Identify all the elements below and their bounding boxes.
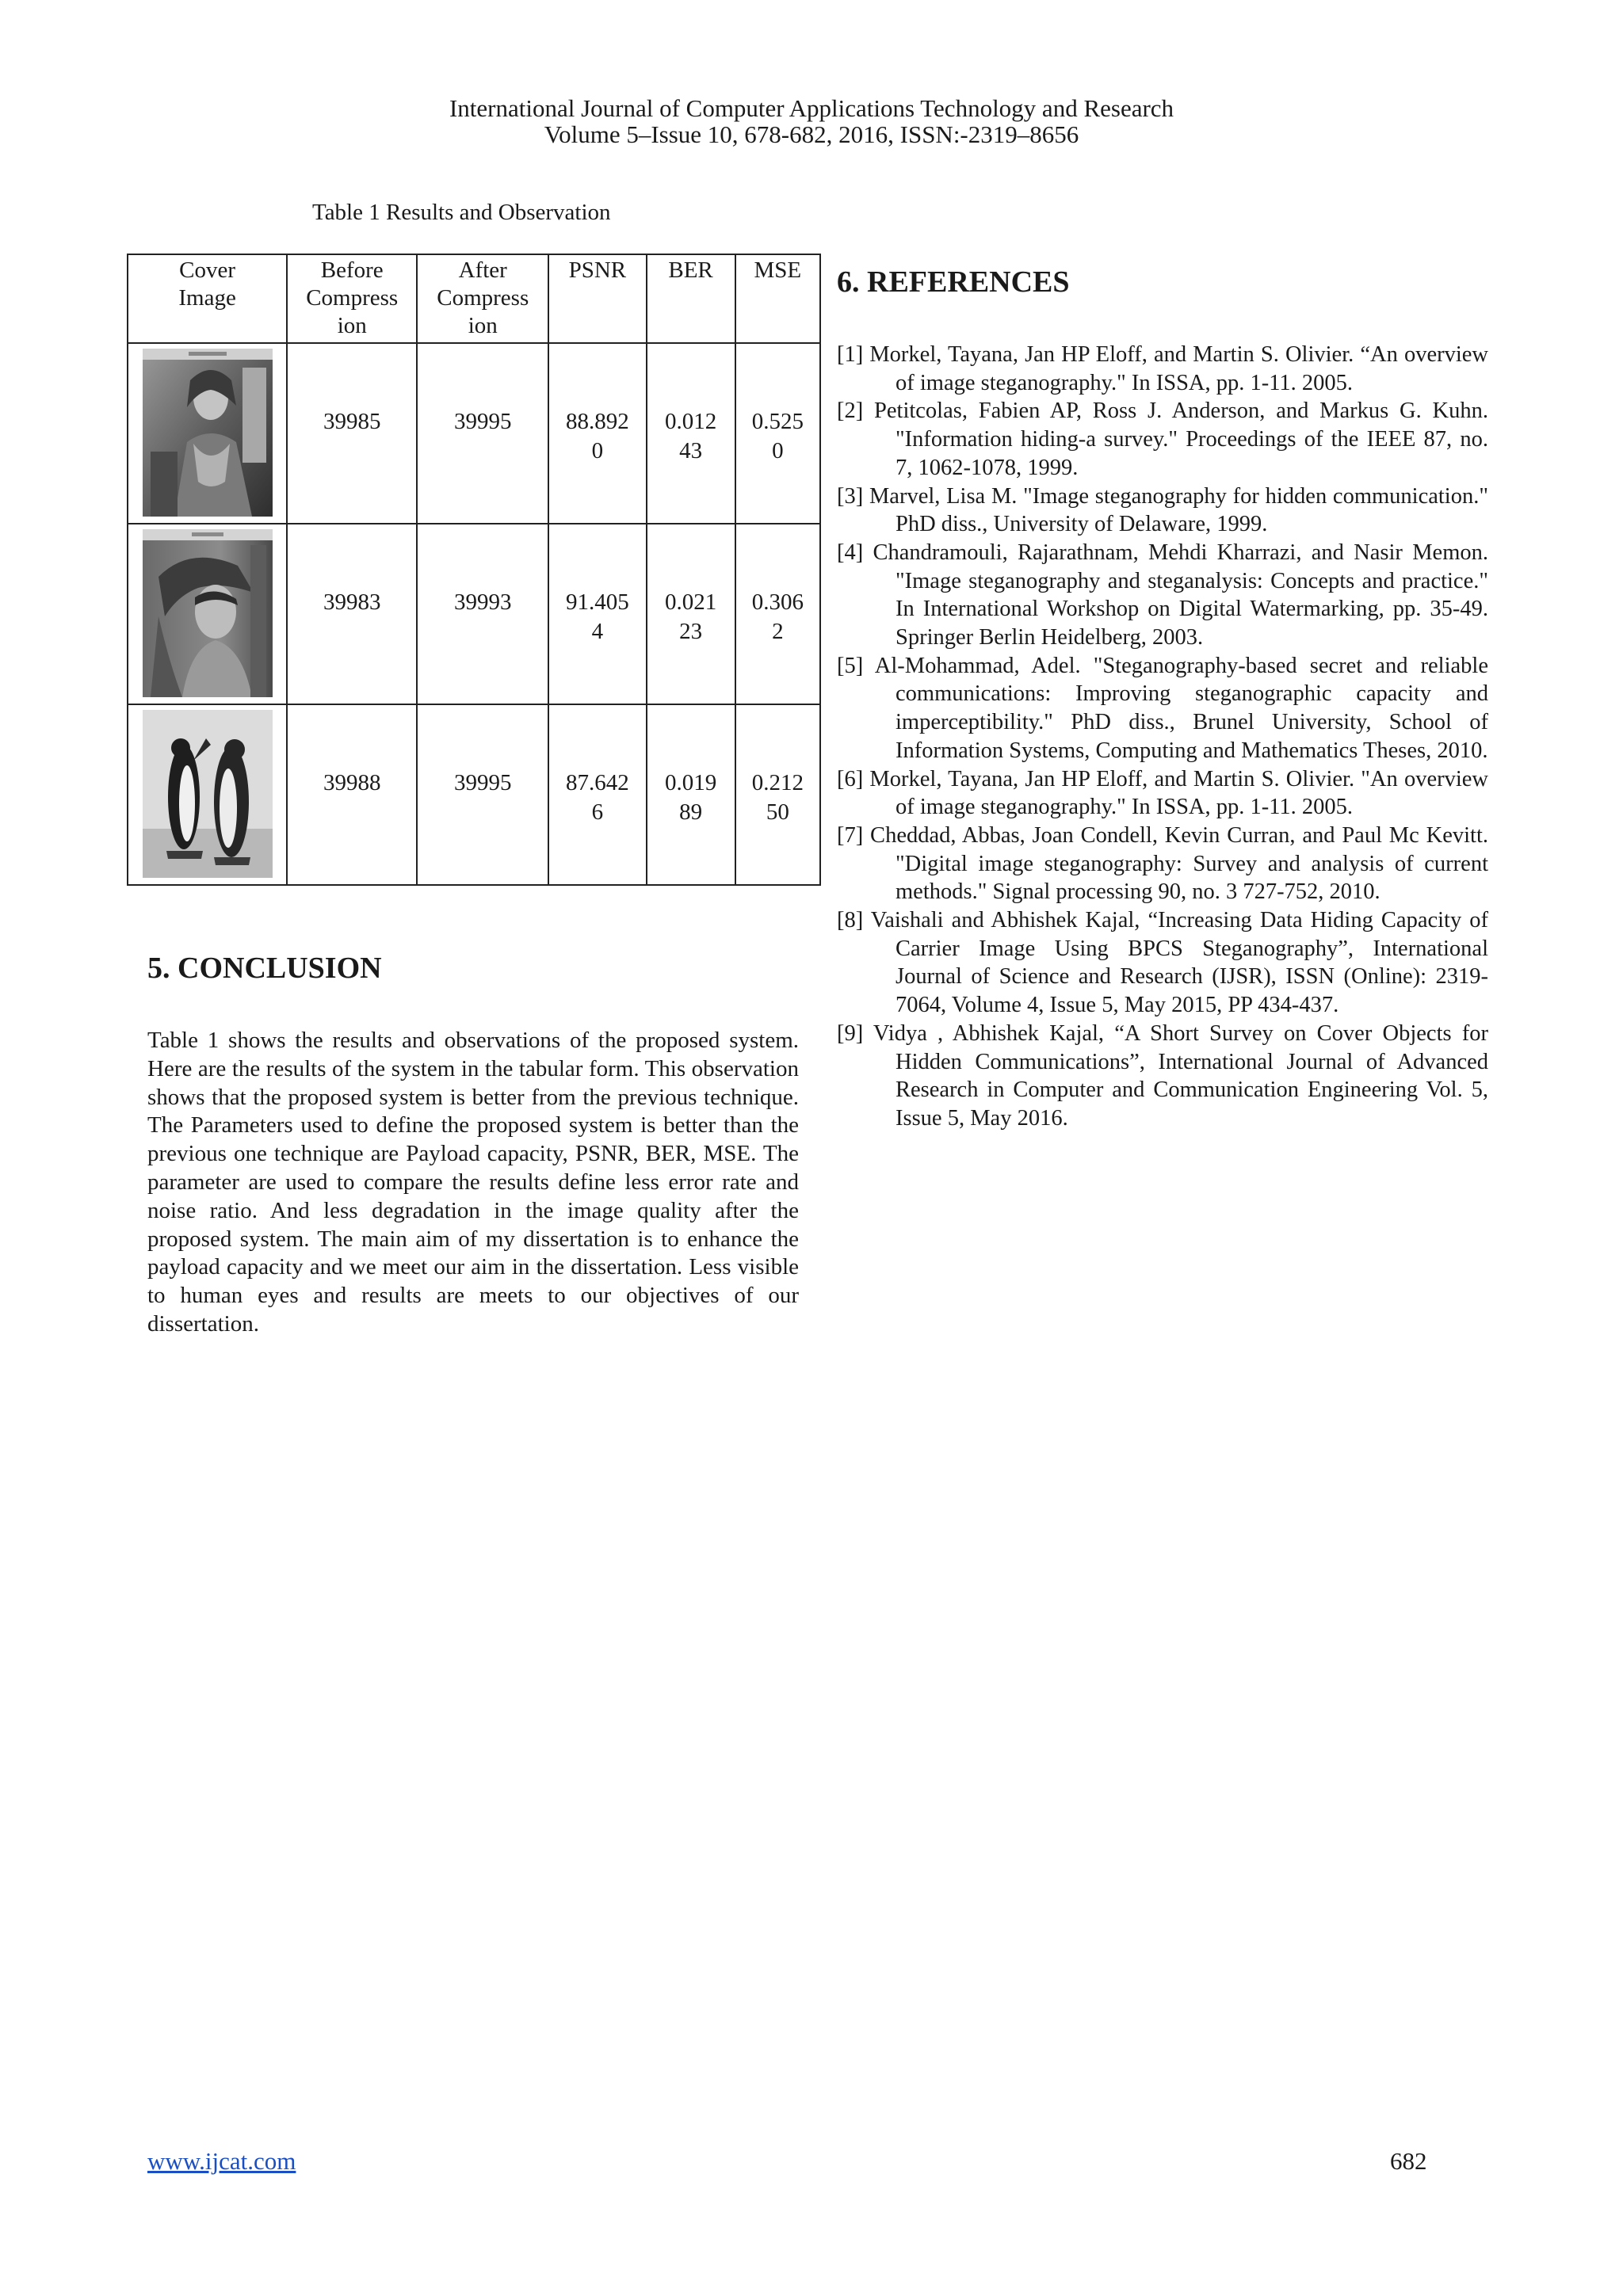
- journal-website-link[interactable]: www.ijcat.com: [147, 2147, 296, 2175]
- reference-item: [4] Chandramouli, Rajarathnam, Mehdi Kharrazi, and Nasir Memon. "Image steganography and steganalysis: Concepts and practice." In International Workshop on Digital Watermarking, pp. 35-49. Springer Berlin Heidelberg, 2003.: [837, 540, 1488, 650]
- ber-value: 0.012 43: [647, 343, 735, 524]
- before-compression-value: 39988: [287, 704, 417, 885]
- table-row: [128, 704, 820, 885]
- lena-thumbnail: [143, 529, 273, 697]
- references-heading: 6. REFERENCES: [837, 265, 1070, 299]
- cover-image-cell: [128, 524, 287, 704]
- reference-item: [1] Morkel, Tayana, Jan HP Eloff, and Martin S. Olivier. “An overview of image steganography." In ISSA, pp. 1-11. 2005.: [837, 342, 1488, 395]
- header-mse: MSE: [735, 254, 820, 343]
- reference-item: [7] Cheddad, Abbas, Joan Condell, Kevin Curran, and Paul Mc Kevitt. "Digital image steganography: Survey and analysis of current methods." Signal processing 90, no. 3 727-752, 2010.: [837, 822, 1488, 905]
- header-cover-image: Cover Image: [128, 254, 287, 343]
- mse-value: 0.212 50: [735, 704, 820, 885]
- before-compression-value: 39985: [287, 343, 417, 524]
- psnr-value: 91.405 4: [548, 524, 646, 704]
- references-list: [837, 341, 1488, 1133]
- after-compression-value: 39995: [417, 704, 548, 885]
- mse-value: 0.306 2: [735, 524, 820, 704]
- after-compression-value: 39993: [417, 524, 548, 704]
- cover-image-cell: [128, 704, 287, 885]
- reference-item: [2] Petitcolas, Fabien AP, Ross J. Anderson, and Markus G. Kuhn. "Information hiding-a survey." Proceedings of the IEEE 87, no. 7, 1062-1078, 1999.: [837, 399, 1488, 480]
- table-row: [128, 343, 820, 524]
- woman-portrait-thumbnail: [143, 349, 273, 517]
- running-header: [0, 95, 1623, 147]
- table-header-row: [128, 254, 820, 343]
- after-compression-value: 39995: [417, 343, 548, 524]
- reference-item: [6] Morkel, Tayana, Jan HP Eloff, and Martin S. Olivier. "An overview of image steganography." In ISSA, pp. 1-11. 2005.: [837, 766, 1488, 820]
- reference-item: [3] Marvel, Lisa M. "Image steganography for hidden communication." PhD diss., University of Delaware, 1999.: [837, 483, 1488, 537]
- before-compression-value: 39983: [287, 524, 417, 704]
- penguins-thumbnail: [143, 710, 273, 878]
- table-caption: Table 1 Results and Observation: [312, 200, 611, 225]
- conclusion-heading: 5. CONCLUSION: [147, 952, 382, 985]
- conclusion-paragraph: Table 1 shows the results and observations of the proposed system. Here are the results of the system in the tabular form. This observation shows that the proposed system is better from the previous technique. The Parameters used to define the proposed system is better than the previous one technique are Payload capacity, PSNR, BER, MSE. The parameter are used to compare the results define less error rate and noise ratio. And less degradation in the image quality after the proposed system. The main aim of my dissertation is to enhance the payload capacity and we meet our aim in the dissertation. Less visible to human eyes and results are meets to our objectives of our dissertation.: [147, 1028, 799, 1337]
- journal-title: International Journal of Computer Applications Technology and Research: [449, 94, 1174, 122]
- ber-value: 0.019 89: [647, 704, 735, 885]
- results-table: [127, 254, 821, 886]
- page-number: 682: [1390, 2147, 1427, 2175]
- header-before-compression: Before Compress ion: [287, 254, 417, 343]
- psnr-value: 87.642 6: [548, 704, 646, 885]
- mse-value: 0.525 0: [735, 343, 820, 524]
- volume-info: Volume 5–Issue 10, 678-682, 2016, ISSN:-2319–8656: [544, 120, 1079, 148]
- ber-value: 0.021 23: [647, 524, 735, 704]
- header-psnr: PSNR: [548, 254, 646, 343]
- header-after-compression: After Compress ion: [417, 254, 548, 343]
- table-row: [128, 524, 820, 704]
- cover-image-cell: [128, 343, 287, 524]
- reference-item: [5] Al-Mohammad, Adel. "Steganography-based secret and reliable communications: Improving steganographic capacity and imperceptibility." PhD diss., Brunel University, School of Information Systems, Computing and Mathematics Theses, 2010.: [837, 653, 1488, 763]
- header-ber: BER: [647, 254, 735, 343]
- psnr-value: 88.892 0: [548, 343, 646, 524]
- reference-item: [8] Vaishali and Abhishek Kajal, “Increasing Data Hiding Capacity of Carrier Image Using BPCS Steganography”, International Journal of Science and Research (IJSR), ISSN (Online): 2319-7064, Volume 4, Issue 5, May 2015, PP 434-437.: [837, 908, 1488, 1018]
- reference-item: [9] Vidya , Abhishek Kajal, “A Short Survey on Cover Objects for Hidden Communications”, International Journal of Advanced Research in Computer and Communication Engineering Vol. 5, Issue 5, May 2016.: [837, 1020, 1488, 1131]
